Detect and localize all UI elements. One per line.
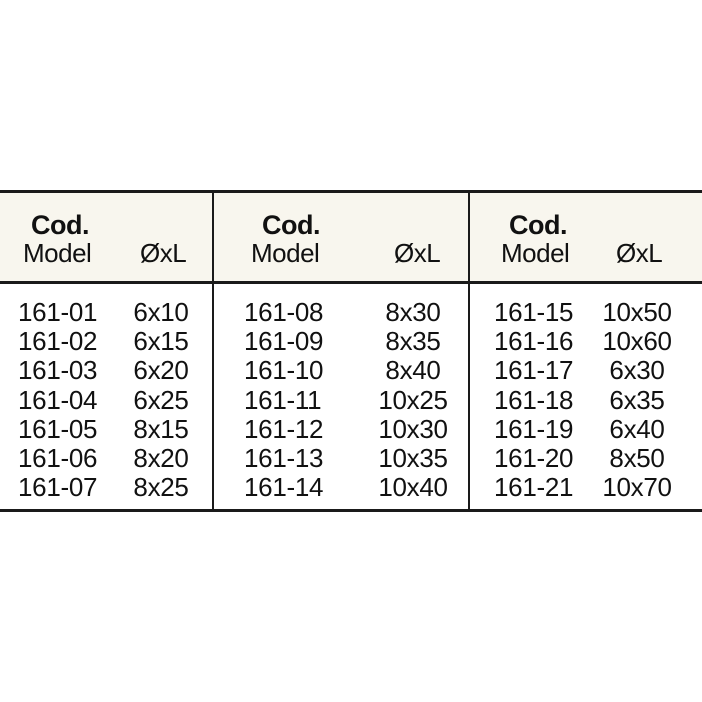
row-list <box>470 298 702 502</box>
dimension-value: 8x15 <box>133 413 189 444</box>
model-code: 161-09 <box>244 326 324 357</box>
table-row <box>0 298 212 327</box>
model-code: 161-17 <box>494 355 574 386</box>
dimension-value: 10x70 <box>602 472 672 503</box>
header-dim: ØxL <box>616 238 663 268</box>
table-row <box>470 298 702 327</box>
model-code: 161-20 <box>494 442 574 473</box>
model-code: 161-05 <box>18 413 98 444</box>
dimension-value: 6x20 <box>133 355 189 386</box>
header-dim: ØxL <box>394 238 441 268</box>
dimension-value: 6x10 <box>133 297 189 327</box>
table-row <box>0 356 212 385</box>
dimension-value: 8x30 <box>385 297 441 327</box>
row-list <box>0 298 212 502</box>
table-row <box>470 386 702 415</box>
dimension-value: 6x15 <box>133 326 189 357</box>
model-code: 161-14 <box>244 472 324 503</box>
header-cod: Cod. <box>31 210 89 240</box>
dimension-value: 10x30 <box>378 413 448 444</box>
model-code: 161-13 <box>244 442 324 473</box>
header-model: Model <box>251 238 320 268</box>
dimension-value: 8x40 <box>385 355 441 386</box>
table-row <box>214 356 468 385</box>
dimension-value: 10x35 <box>378 442 448 473</box>
row-list <box>214 298 468 502</box>
dimension-value: 10x50 <box>602 297 672 327</box>
dimension-value: 8x50 <box>609 442 665 473</box>
table-group-1 <box>0 190 212 512</box>
model-code: 161-12 <box>244 413 324 444</box>
header-model: Model <box>23 238 92 268</box>
model-code: 161-16 <box>494 326 574 357</box>
dimension-value: 10x60 <box>602 326 672 357</box>
table-row <box>214 327 468 356</box>
model-code: 161-21 <box>494 472 574 503</box>
dimension-value: 8x20 <box>133 442 189 473</box>
table-row <box>470 444 702 473</box>
table-row <box>214 444 468 473</box>
table-row <box>0 473 212 502</box>
table-row <box>0 444 212 473</box>
header-cod: Cod. <box>509 210 567 240</box>
model-code: 161-18 <box>494 384 574 415</box>
dimension-value: 8x25 <box>133 472 189 503</box>
table-row <box>214 473 468 502</box>
table-row <box>0 386 212 415</box>
table-row <box>214 415 468 444</box>
dimension-value: 10x40 <box>378 472 448 503</box>
dimension-value: 10x25 <box>378 384 448 415</box>
table-row <box>214 298 468 327</box>
table-group-2 <box>214 190 468 512</box>
header-model: Model <box>501 238 570 268</box>
model-code: 161-07 <box>18 472 98 503</box>
dimension-value: 6x30 <box>609 355 665 386</box>
header-cod: Cod. <box>262 210 320 240</box>
product-table <box>0 190 702 512</box>
dimension-value: 8x35 <box>385 326 441 357</box>
model-code: 161-04 <box>18 384 98 415</box>
dimension-value: 6x40 <box>609 413 665 444</box>
model-code: 161-10 <box>244 355 324 386</box>
header-dim: ØxL <box>140 238 187 268</box>
model-code: 161-03 <box>18 355 98 386</box>
model-code: 161-15 <box>494 297 574 327</box>
model-code: 161-11 <box>244 384 322 415</box>
dimension-value: 6x25 <box>133 384 189 415</box>
model-code: 161-06 <box>18 442 98 473</box>
table-row <box>470 473 702 502</box>
model-code: 161-19 <box>494 413 574 444</box>
model-code: 161-02 <box>18 326 98 357</box>
table-group-3 <box>470 190 702 512</box>
model-code: 161-01 <box>18 297 98 327</box>
table-row <box>214 386 468 415</box>
table-row <box>0 415 212 444</box>
model-code: 161-08 <box>244 297 324 327</box>
table-row <box>470 415 702 444</box>
table-row <box>470 327 702 356</box>
table-row <box>0 327 212 356</box>
dimension-value: 6x35 <box>609 384 665 415</box>
table-row <box>470 356 702 385</box>
